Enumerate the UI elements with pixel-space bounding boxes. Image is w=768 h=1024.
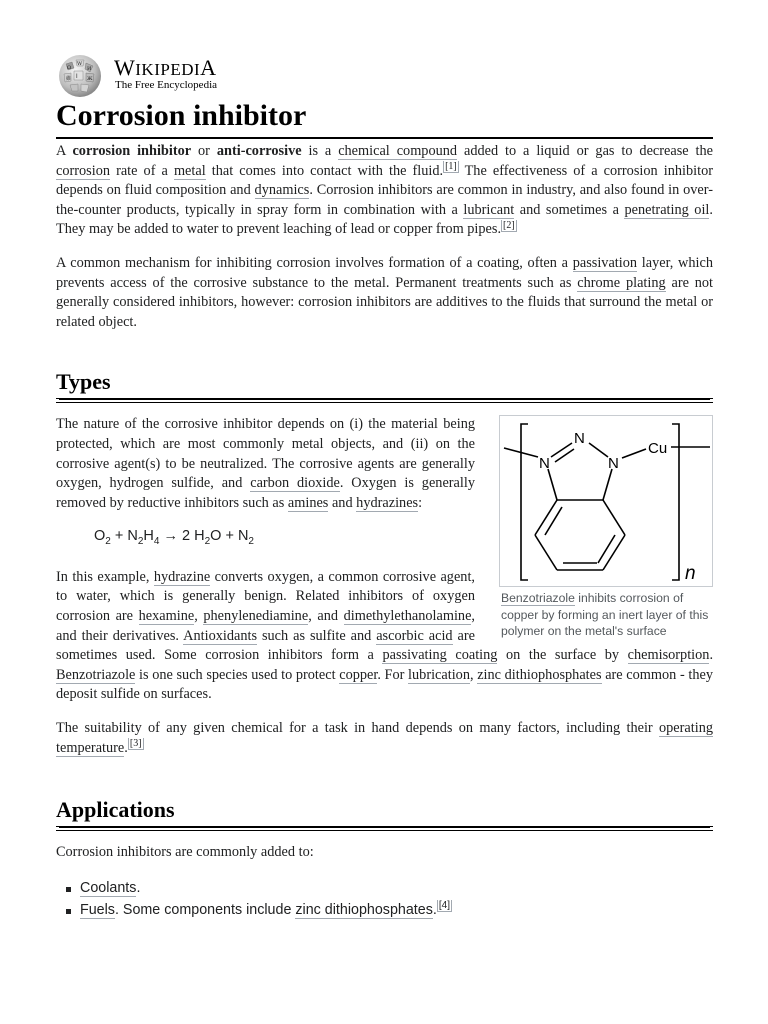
eq-part: O + N — [210, 528, 249, 545]
link-passivating-coating[interactable]: passivating coating — [382, 647, 498, 664]
link-benzotriazole-caption[interactable]: Benzotriazole — [501, 591, 575, 606]
page-title: Corrosion inhibitor — [56, 96, 713, 139]
text: and — [328, 494, 357, 511]
text: . Oxygen is generally removed by reductive inhibitors such as — [56, 475, 475, 511]
benzotriazole-figure — [499, 415, 713, 640]
link-chemical-compound[interactable]: chemical compound — [338, 143, 458, 159]
benzotriazole-polymer-structure — [500, 416, 712, 586]
text: on the surface by — [497, 647, 628, 664]
text: A common mechanism for inhibiting corrosion involves formation of a coating, often a — [56, 254, 573, 271]
atom-label-cu: Cu — [648, 440, 668, 458]
eq-part: + N — [110, 528, 138, 545]
applications-intro: Corrosion inhibitors are commonly added to: — [56, 844, 314, 861]
text: layer, which prevents access of the corrosive substance to the metal. Permanent treatments such as — [56, 254, 713, 291]
applications-list — [56, 877, 713, 921]
text: that comes into contact with the fluid. — [205, 162, 444, 179]
link-lubrication[interactable]: lubrication — [408, 666, 470, 683]
site-header — [56, 52, 356, 98]
list-item — [64, 877, 713, 899]
text: . Some components include — [114, 901, 296, 918]
link-coolants[interactable]: Coolants — [80, 879, 137, 896]
link-corrosion[interactable]: corrosion — [56, 162, 110, 179]
text: are common - they deposit sulfide on surfaces. — [56, 666, 713, 703]
wikipedia-globe-logo[interactable] — [56, 54, 104, 98]
text: inhibits corrosion of copper by forming an inert layer of this polymer on the metal's surface — [501, 591, 709, 639]
link-hydrazine[interactable]: hydrazine — [153, 568, 211, 585]
text: A — [56, 143, 73, 159]
link-metal[interactable]: metal — [173, 162, 206, 179]
reference-link[interactable]: [2] — [503, 219, 515, 231]
section-heading-applications: Applications — [56, 796, 713, 827]
eq-sub: 2 — [204, 536, 211, 548]
link-benzotriazole[interactable]: Benzotriazole — [56, 666, 136, 683]
link-antioxidants[interactable]: Antioxidants — [183, 627, 258, 644]
polymer-subscript-n: n — [685, 563, 696, 585]
text: . — [136, 879, 141, 896]
text: . Corrosion inhibitors are common in industry, and also found in over-the-counter products, typically in spray form in combination with a — [56, 182, 713, 218]
text: , and their derivatives. — [56, 607, 475, 644]
globe-glyph: ا — [76, 73, 78, 80]
text: : — [418, 494, 423, 511]
link-dimethylethanolamine[interactable]: dimethylethanolamine — [343, 607, 472, 624]
text: . — [124, 739, 128, 756]
globe-glyph: W — [77, 61, 83, 67]
eq-part: H — [143, 528, 154, 545]
text: are not generally considered inhibitors, however: corrosion inhibitors are additives to the fluids that surround the metal or related object. — [56, 274, 714, 330]
tagline: The Free Encyclopedia — [115, 79, 218, 91]
eq-part: → 2 H — [159, 528, 205, 545]
eq-sub: 2 — [137, 536, 144, 548]
wordmark-middle: IKIPEDI — [135, 60, 201, 79]
text: converts oxygen, a common corrosive agent, to water, which is generally benign. Related inhibitors of oxygen corrosion are — [56, 568, 475, 624]
link-passivation[interactable]: passivation — [572, 254, 638, 271]
link-hydrazines[interactable]: hydrazines — [356, 494, 419, 511]
link-carbon-dioxide[interactable]: carbon dioxide — [250, 475, 340, 492]
link-lubricant[interactable]: lubricant — [463, 201, 515, 218]
text: The nature of the corrosive inhibitor depends on (i) the material being protected, which are most commonly metal objects, and (ii) on the corrosive agent(s) to be neutralized. The corrosive agents are generally oxygen, hydrogen sulfide, and — [56, 416, 475, 492]
link-chemisorption[interactable]: chemisorption — [627, 647, 710, 664]
globe-glyph: Ж — [87, 76, 93, 82]
atom-label-n-left: N — [539, 455, 550, 473]
link-operating-temperature[interactable]: operating temperature — [56, 719, 713, 756]
link-fuels[interactable]: Fuels — [80, 901, 115, 918]
text: rate of a — [110, 162, 174, 179]
reference-link[interactable]: [3] — [129, 737, 142, 749]
atom-label-n-right: N — [608, 455, 619, 473]
text: such as sulfite and — [257, 627, 377, 644]
globe-glyph: И — [87, 66, 92, 72]
wordmark-a: A — [200, 55, 217, 80]
bold-term: corrosion inhibitor — [72, 143, 192, 159]
text: The suitability of any given chemical for a task in hand depends on many factors, including their — [56, 719, 659, 736]
text: . — [432, 901, 437, 918]
figure-image[interactable] — [499, 415, 713, 587]
link-copper[interactable]: copper — [339, 666, 378, 683]
section-heading-applications-wrap — [56, 796, 713, 827]
text: or — [191, 143, 217, 159]
eq-sub: 2 — [105, 536, 111, 548]
list-item — [64, 899, 713, 921]
text: , — [469, 666, 478, 683]
link-dynamics[interactable]: dynamics — [254, 182, 310, 199]
text: In this example, — [56, 568, 154, 585]
link-amines[interactable]: amines — [287, 494, 329, 511]
text: The effectiveness of a corrosion inhibitor depends on fluid composition and — [56, 162, 713, 199]
globe-glyph: 維 — [66, 76, 72, 82]
text: and sometimes a — [514, 201, 625, 218]
text: . They may be added to water to prevent leaching of lead or copper from pipes. — [56, 201, 713, 238]
text: . For — [377, 666, 409, 683]
wordmark-w: W — [114, 55, 136, 80]
link-phenylenediamine[interactable]: phenylenediamine — [203, 607, 309, 624]
types-paragraph-3 — [56, 719, 713, 758]
text: , and — [308, 607, 344, 624]
link-ascorbic-acid[interactable]: ascorbic acid — [376, 627, 453, 644]
section-heading-types: Types — [56, 368, 713, 399]
globe-glyph: Ω — [67, 65, 72, 71]
link-zinc-dithiophosphates[interactable]: zinc dithiophosphates — [295, 901, 433, 918]
eq-sub: 2 — [248, 536, 254, 548]
intro-paragraph-2 — [56, 254, 713, 332]
text: . — [709, 647, 714, 664]
text: is a — [301, 143, 339, 159]
figure-caption — [499, 590, 713, 640]
link-chrome-plating[interactable]: chrome plating — [577, 274, 666, 291]
link-hexamine[interactable]: hexamine — [138, 607, 195, 624]
atom-label-n-top: N — [574, 430, 585, 448]
text: are sometimes used. Some corrosion inhibitors form a — [56, 627, 475, 664]
article-body — [56, 142, 713, 921]
eq-sub: 4 — [153, 536, 160, 548]
bold-term: anti-corrosive — [216, 143, 302, 159]
section-heading-types-wrap — [56, 368, 713, 399]
text: is one such species used to protect — [135, 666, 340, 683]
text: , — [194, 607, 204, 624]
wikipedia-wordmark[interactable] — [114, 55, 217, 81]
link-zinc-dithiophosphates[interactable]: zinc dithiophosphates — [477, 666, 602, 683]
link-penetrating-oil[interactable]: penetrating oil — [624, 201, 710, 218]
intro-paragraph-1 — [56, 142, 713, 240]
text: added to a liquid or gas to decrease the — [457, 143, 714, 159]
reference-link[interactable]: [1] — [445, 160, 457, 172]
reference-link[interactable]: [4] — [438, 899, 450, 911]
eq-part: O — [94, 528, 106, 545]
